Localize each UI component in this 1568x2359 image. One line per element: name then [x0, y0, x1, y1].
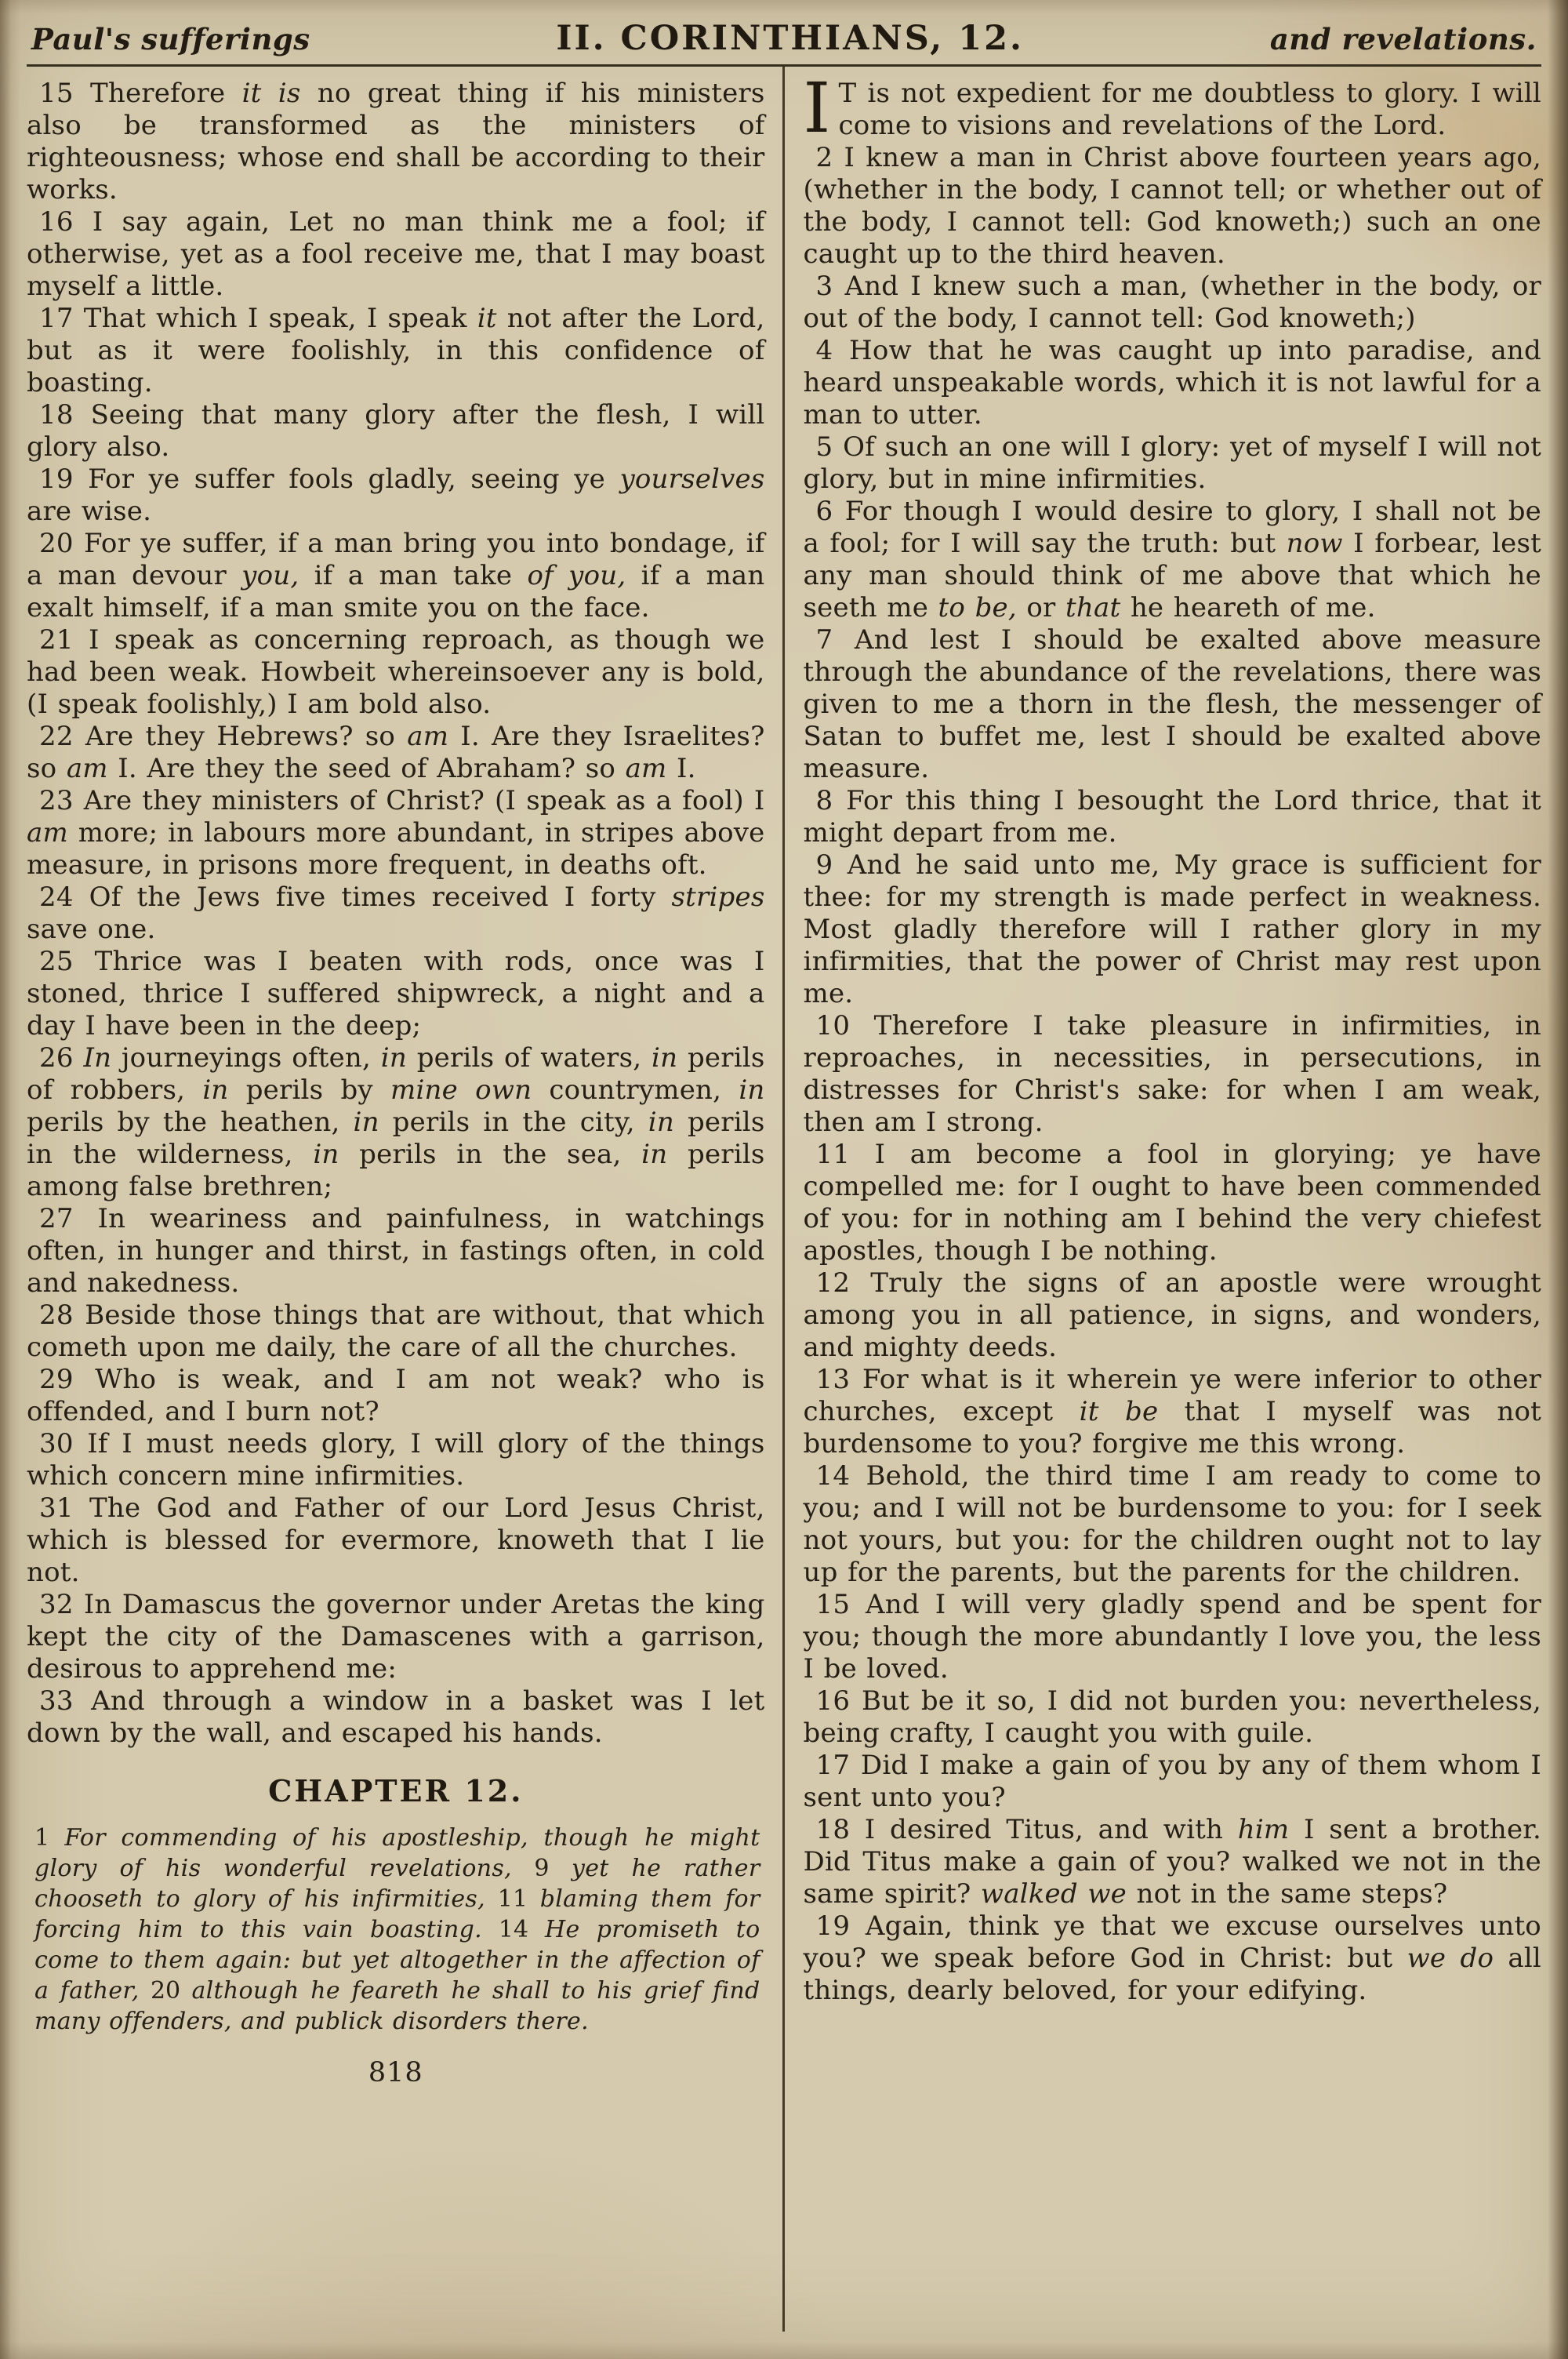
- verse-number: 30: [39, 1428, 74, 1459]
- verse-17: 17 That which I speak, I speak it not after the Lord, but as it were foolishly, in this confidence of boasting.: [27, 303, 765, 398]
- verse-16: 16 I say again, Let no man think me a fool; if otherwise, yet as a fool receive me, that I may boast myself a little.: [27, 206, 765, 302]
- verse-11: 11 I am become a fool in glorying; ye have compelled me: for I ought to have been commended of you: for in nothing am I behind the very chiefest apostles, though I be nothing.: [803, 1139, 1541, 1267]
- verse-15: 15 Therefore it is no great thing if his ministers also be transformed as the ministers of righteousness; whose end shall be according to their works.: [27, 78, 765, 205]
- italic-word: in: [648, 1107, 674, 1138]
- verse-number: 33: [39, 1685, 74, 1717]
- italic-word: it is: [241, 78, 301, 109]
- italic-word: am: [66, 753, 108, 784]
- running-head-left: Paul's sufferings: [31, 22, 310, 56]
- italic-word: him: [1237, 1814, 1290, 1845]
- italic-word: stripes: [671, 881, 765, 913]
- page-number: 818: [368, 2057, 423, 2088]
- verse-number: 6: [815, 496, 833, 527]
- verse-number: 22: [39, 721, 74, 752]
- verse-19: 19 Again, think ye that we excuse ourselves unto you? we speak before God in Christ: but we do all things, dearly beloved, for your edifying.: [803, 1910, 1541, 2006]
- italic-word: am: [407, 721, 449, 752]
- verse-7: 7 And lest I should be exalted above measure through the abundance of the revelations, there was given to me a thorn in the flesh, the messenger of Satan to buffet me, lest I should be exalted above measure.: [803, 624, 1541, 784]
- right-column-verses: [803, 67, 1542, 2007]
- verse-1: I T is not expedient for me doubtless to glory. I will come to visions and revelations of the Lord.: [803, 67, 1541, 148]
- verse-27: 27 In weariness and painfulness, in watchings often, in hunger and thirst, in fastings often, in cold and nakedness.: [27, 1203, 765, 1299]
- verse-number: 4: [815, 335, 833, 366]
- verse-26: 26 In journeyings often, in perils of waters, in perils of robbers, in perils by mine own countrymen, in perils by the heathen, in perils in the city, in perils in the wilderness, in perils in the sea, in perils among false brethren;: [27, 1042, 765, 1202]
- italic-word: that: [1065, 592, 1121, 623]
- verse-number: 21: [39, 624, 74, 656]
- verse-29: 29 Who is weak, and I am not weak? who is offended, and I burn not?: [27, 1364, 765, 1427]
- verse-number: 5: [815, 431, 833, 463]
- italic-word: it be: [1079, 1396, 1159, 1427]
- verse-18: 18 Seeing that many glory after the flesh, I will glory also.: [27, 399, 765, 463]
- chapter-summary: 1 For commending of his apostleship, though he might glory of his wonderful revelations, 9 yet he rather chooseth to glory of his infirmities, 11 blaming them for forcing him to this vain boasting. 14 He promiseth to come to them again: but yet altogether in the affection of a father, 20 although he feareth he shall to his grief find many offenders, and publick disorders there.: [34, 1824, 760, 2035]
- verse-number: 24: [39, 881, 74, 913]
- italic-word: in: [353, 1107, 379, 1138]
- left-column: [27, 67, 782, 2332]
- italic-word: in: [202, 1074, 229, 1106]
- verse-number: 16: [39, 206, 74, 238]
- verse-30: 30 If I must needs glory, I will glory of the things which concern mine infirmities.: [27, 1428, 765, 1492]
- text-columns: [27, 67, 1541, 2332]
- italic-word: He promiseth to come to them again: but yet altogether in the affection of a father,: [34, 1916, 760, 2005]
- verse-number: 18: [815, 1814, 851, 1845]
- verse-number: 15: [39, 78, 74, 109]
- verse-19: 19 For ye suffer fools gladly, seeing ye yourselves are wise.: [27, 463, 765, 527]
- chapter-heading: CHAPTER 12.: [268, 1773, 524, 1808]
- verse-number: 13: [815, 1364, 851, 1395]
- verse-21: 21 I speak as concerning reproach, as though we had been weak. Howbeit whereinsoever any is bold, (I speak foolishly,) I am bold also.: [27, 624, 765, 720]
- italic-word: you,: [241, 560, 299, 591]
- verse-32: 32 In Damascus the governor under Aretas the king kept the city of the Damascenes with a garrison, desirous to apprehend me:: [27, 1589, 765, 1685]
- verse-12: 12 Truly the signs of an apostle were wrought among you in all patience, in signs, and wonders, and mighty deeds.: [803, 1267, 1541, 1363]
- verse-3: 3 And I knew such a man, (whether in the body, or out of the body, I cannot tell: God knoweth;): [803, 271, 1541, 334]
- verse-4: 4 How that he was caught up into paradise, and heard unspeakable words, which it is not lawful for a man to utter.: [803, 335, 1541, 431]
- verse-14: 14 Behold, the third time I am ready to come to you; and I will not be burdensome to you: for I seek not yours, but you: for the children ought not to lay up for the parents, but the parents for the children.: [803, 1460, 1542, 1588]
- italic-word: yet he rather chooseth to glory of his infirmities,: [34, 1855, 760, 1913]
- italic-word: it: [477, 303, 497, 334]
- running-head-right: and revelations.: [1269, 22, 1537, 56]
- italic-word: in: [313, 1139, 339, 1170]
- verse-22: 22 Are they Hebrews? so am I. Are they Israelites? so am I. Are they the seed of Abraham? so am I.: [27, 721, 765, 784]
- verse-number: 17: [39, 303, 74, 334]
- italic-word: mine own: [390, 1074, 532, 1106]
- verse-28: 28 Beside those things that are without, that which cometh upon me daily, the care of all the churches.: [27, 1299, 765, 1363]
- verse-8: 8 For this thing I besought the Lord thrice, that it might depart from me.: [803, 785, 1541, 849]
- verse-number: 9: [815, 849, 833, 881]
- italic-word: blaming them for forcing him to this vain boasting.: [34, 1885, 760, 1943]
- verse-number: 25: [39, 946, 74, 977]
- verse-2: 2 I knew a man in Christ above fourteen years ago, (whether in the body, I cannot tell; or whether out of the body, I cannot tell: God knoweth;) such an one caught up to the third heaven.: [803, 142, 1541, 270]
- verse-number: 18: [39, 399, 74, 431]
- italic-word: yourselves: [619, 463, 765, 495]
- running-head-title: II. CORINTHIANS, 12.: [556, 19, 1025, 58]
- verse-10: 10 Therefore I take pleasure in infirmities, in reproaches, in necessities, in persecutions, in distresses for Christ's sake: for when I am weak, then am I strong.: [803, 1010, 1541, 1138]
- verse-number: 12: [815, 1267, 851, 1299]
- verse-17: 17 Did I make a gain of you by any of them whom I sent unto you?: [803, 1750, 1541, 1813]
- verse-number: 14: [815, 1460, 851, 1492]
- running-header: [27, 11, 1541, 63]
- page-right-edge-shadow: [1548, 0, 1568, 2359]
- verse-number: 23: [39, 785, 74, 816]
- page-left-edge-shadow: [0, 0, 11, 2359]
- verse-15: 15 And I will very gladly spend and be spent for you; though the more abundantly I love you, the less I be loved.: [803, 1589, 1541, 1685]
- verse-13: 13 For what is it wherein ye were inferior to other churches, except it be that I myself was not burdensome to you? forgive me this wrong.: [803, 1364, 1541, 1459]
- verse-number: 31: [39, 1492, 74, 1524]
- drop-cap: I: [803, 67, 831, 148]
- verse-6: 6 For though I would desire to glory, I shall not be a fool; for I will say the truth: but now I forbear, lest any man should think of me above that which he seeth me to be, or that he heareth of me.: [803, 496, 1541, 623]
- verse-number: 26: [39, 1042, 74, 1074]
- verse-number: 11: [815, 1139, 851, 1170]
- italic-word: in: [652, 1042, 678, 1074]
- verse-23: 23 Are they ministers of Christ? (I speak as a fool) I am more; in labours more abundant, in stripes above measure, in prisons more frequent, in deaths oft.: [27, 785, 765, 881]
- italic-word: In: [83, 1042, 112, 1074]
- italic-word: in: [739, 1074, 765, 1106]
- verse-number: 19: [815, 1910, 851, 1942]
- italic-word: we do: [1406, 1943, 1494, 1974]
- italic-word: now: [1286, 528, 1343, 559]
- italic-word: although he feareth he shall to his grief find many offenders, and publick disorders there.: [34, 1977, 760, 2035]
- verse-number: 17: [815, 1750, 851, 1781]
- verse-5: 5 Of such an one will I glory: yet of myself I will not glory, but in mine infirmities.: [803, 431, 1542, 495]
- left-column-verses: [27, 78, 765, 1750]
- verse-20: 20 For ye suffer, if a man bring you into bondage, if a man devour you, if a man take of you, if a man exalt himself, if a man smite you on the face.: [27, 528, 765, 623]
- italic-word: of you,: [527, 560, 626, 591]
- italic-word: to be,: [938, 592, 1017, 623]
- verse-16: 16 But be it so, I did not burden you: nevertheless, being crafty, I caught you with guile.: [803, 1685, 1541, 1749]
- verse-number: 19: [39, 463, 74, 495]
- italic-word: walked we: [980, 1878, 1127, 1910]
- verse-number: 27: [39, 1203, 74, 1234]
- verse-number: 32: [39, 1589, 74, 1620]
- italic-word: am: [625, 753, 667, 784]
- italic-word: For commending of his apostleship, though he might glory of his wonderful revelations,: [34, 1824, 760, 1882]
- right-column: [785, 67, 1542, 2332]
- italic-word: in: [380, 1042, 407, 1074]
- verse-number: 8: [815, 785, 833, 816]
- verse-number: 20: [39, 528, 74, 559]
- verse-number: 2: [815, 142, 833, 173]
- verse-number: 15: [815, 1589, 851, 1620]
- verse-33: 33 And through a window in a basket was I let down by the wall, and escaped his hands.: [27, 1685, 765, 1749]
- verse-number: 28: [39, 1299, 74, 1331]
- verse-number: 16: [815, 1685, 851, 1717]
- italic-word: in: [641, 1139, 668, 1170]
- verse-9: 9 And he said unto me, My grace is sufficient for thee: for my strength is made perfect in weakness. Most gladly therefore will I rather glory in my infirmities, that the power of Christ may rest upon me.: [803, 849, 1541, 1009]
- verse-24: 24 Of the Jews five times received I forty stripes save one.: [27, 881, 765, 945]
- verse-25: 25 Thrice was I beaten with rods, once was I stoned, thrice I suffered shipwreck, a night and a day I have been in the deep;: [27, 946, 765, 1041]
- verse-18: 18 I desired Titus, and with him I sent a brother. Did Titus make a gain of you? walked we not in the same spirit? walked we not in the same steps?: [803, 1814, 1541, 1910]
- verse-number: 29: [39, 1364, 74, 1395]
- verse-number: 3: [815, 271, 833, 302]
- verse-number: 7: [815, 624, 833, 656]
- italic-word: am: [27, 817, 68, 849]
- verse-31: 31 The God and Father of our Lord Jesus Christ, which is blessed for evermore, knoweth that I lie not.: [27, 1492, 765, 1588]
- verse-number: 10: [815, 1010, 851, 1041]
